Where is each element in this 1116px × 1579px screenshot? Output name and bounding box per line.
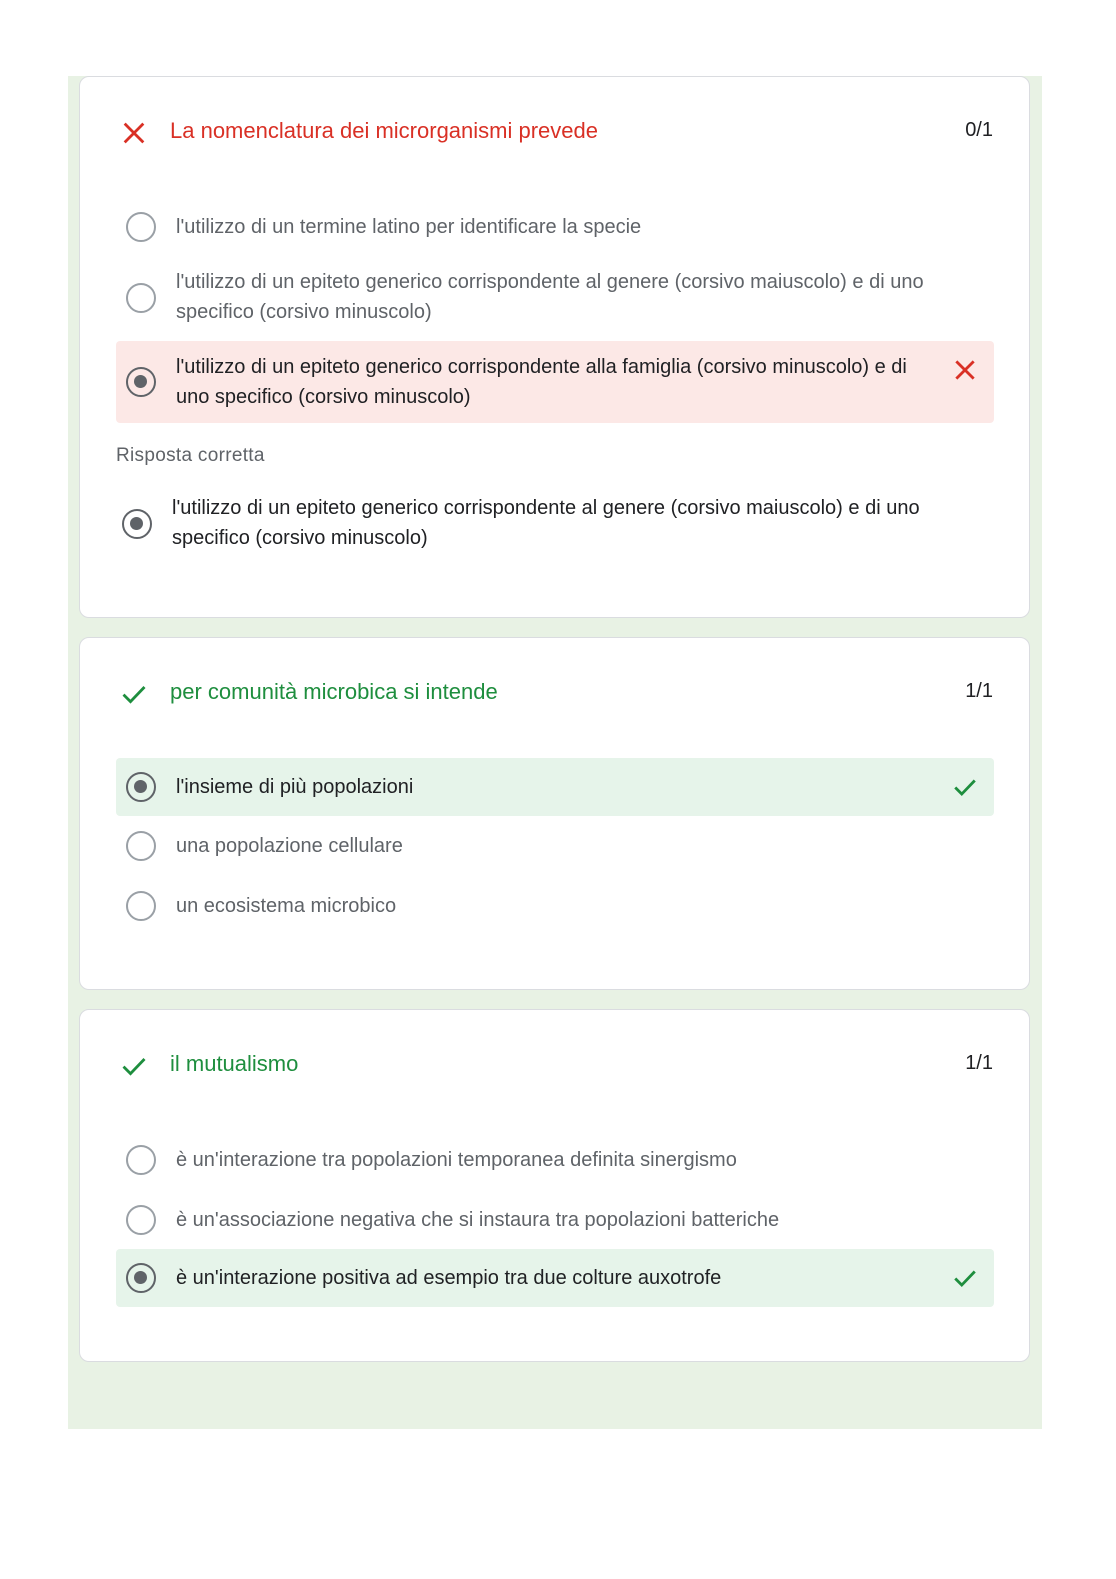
question-score: 1/1: [965, 680, 993, 702]
radio-button[interactable]: [126, 891, 156, 921]
question-card-2: [79, 637, 1030, 990]
option-label: è un'interazione tra popolazioni temporanea definita sinergismo: [176, 1149, 737, 1171]
option-item-selected[interactable]: [116, 1249, 994, 1307]
radio-button[interactable]: [126, 283, 156, 313]
option-item[interactable]: [116, 205, 994, 249]
option-item[interactable]: [116, 1198, 994, 1242]
option-item[interactable]: [116, 263, 994, 331]
question-title: La nomenclatura dei microrganismi prevede: [170, 118, 598, 143]
radio-button[interactable]: [126, 831, 156, 861]
radio-button[interactable]: [126, 1145, 156, 1175]
option-label: un ecosistema microbico: [176, 895, 397, 917]
check-mark-icon: [952, 774, 978, 800]
radio-button[interactable]: [126, 212, 156, 242]
option-item-selected[interactable]: [116, 341, 994, 423]
option-label: l'utilizzo di un epiteto generico corrispondente al genere (corsivo maiuscolo) e di uno specifico (corsivo minuscolo): [176, 271, 924, 323]
wrong-icon: [120, 119, 148, 147]
option-label: l'insieme di più popolazioni: [176, 776, 414, 798]
correct-answer: [112, 489, 990, 559]
option-label: l'utilizzo di un termine latino per identificare la specie: [176, 216, 642, 238]
option-item[interactable]: [116, 884, 994, 928]
wrong-mark-icon: [952, 357, 978, 383]
check-icon: [120, 1052, 148, 1080]
question-card-3: [79, 1009, 1030, 1362]
option-item[interactable]: [116, 824, 994, 868]
radio-button-checked[interactable]: [126, 1263, 156, 1293]
radio-button-checked[interactable]: [126, 367, 156, 397]
option-label: è un'associazione negativa che si instaura tra popolazioni batteriche: [176, 1209, 780, 1231]
option-label: una popolazione cellulare: [176, 835, 403, 857]
check-icon: [120, 680, 148, 708]
question-card-1: [79, 76, 1030, 618]
option-label: l'utilizzo di un epiteto generico corrispondente alla famiglia (corsivo minuscolo) e di uno specifico (corsivo minuscolo): [176, 356, 907, 408]
question-title: il mutualismo: [170, 1051, 299, 1076]
correct-answer-text: l'utilizzo di un epiteto generico corrispondente al genere (corsivo maiuscolo) e di uno specifico (corsivo minuscolo): [172, 497, 920, 549]
question-score: 1/1: [965, 1052, 993, 1074]
correct-answer-label: Risposta corretta: [116, 445, 265, 466]
question-title: per comunità microbica si intende: [170, 679, 498, 704]
radio-button-checked[interactable]: [126, 772, 156, 802]
radio-button[interactable]: [126, 1205, 156, 1235]
option-item-selected[interactable]: [116, 758, 994, 816]
radio-button-checked: [122, 509, 152, 539]
check-mark-icon: [952, 1265, 978, 1291]
option-item[interactable]: [116, 1138, 994, 1182]
option-label: è un'interazione positiva ad esempio tra due colture auxotrofe: [176, 1267, 722, 1289]
question-score: 0/1: [965, 119, 993, 141]
